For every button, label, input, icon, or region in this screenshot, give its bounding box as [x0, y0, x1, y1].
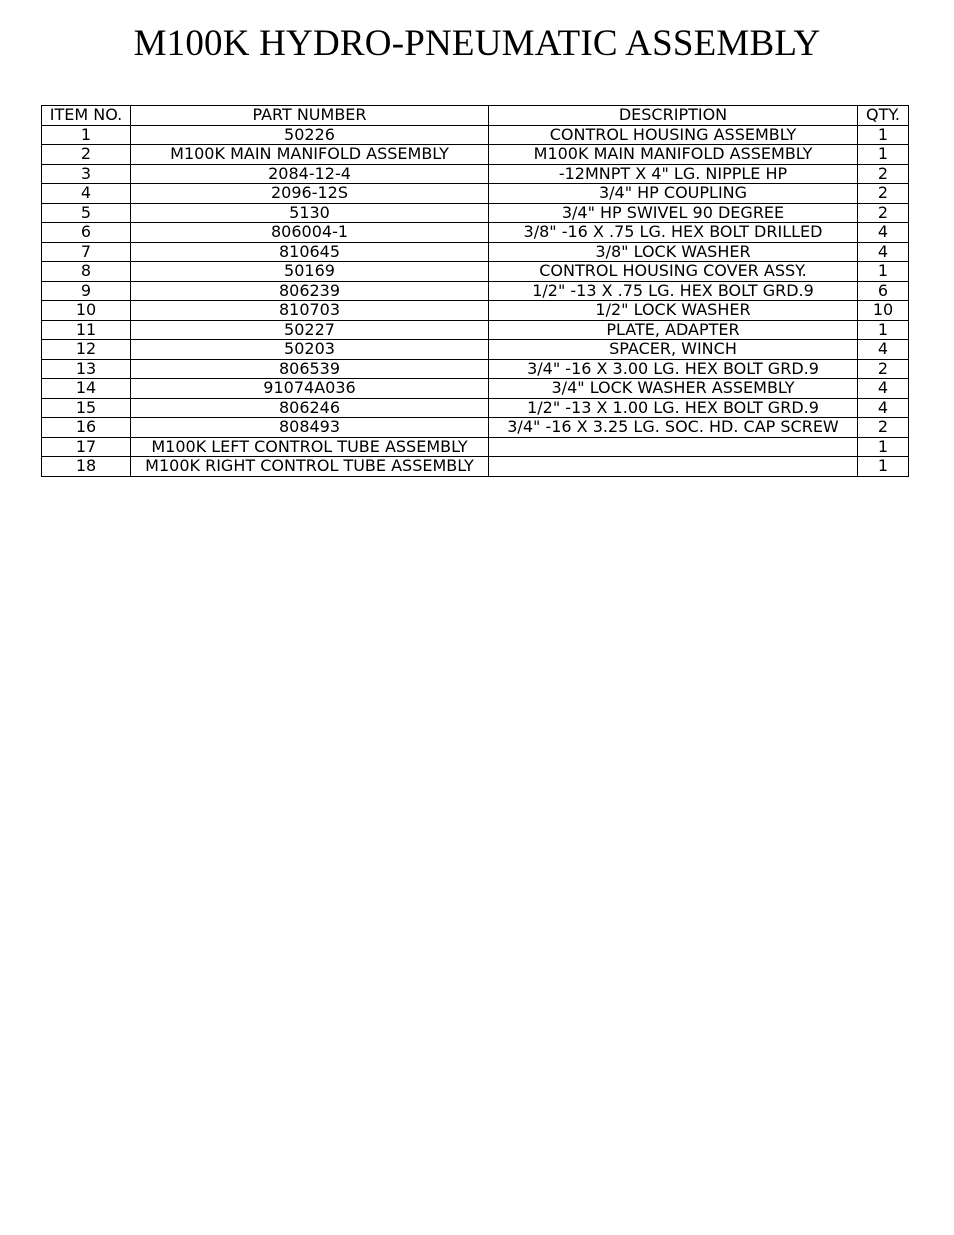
- cell-qty: 2: [858, 203, 909, 223]
- table-row: [42, 125, 909, 145]
- cell-part-number: 50169: [131, 262, 489, 282]
- table-row: [42, 398, 909, 418]
- cell-qty: 1: [858, 125, 909, 145]
- cell-item-no: 6: [42, 223, 131, 243]
- cell-item-no: 15: [42, 398, 131, 418]
- header-item-no: ITEM NO.: [42, 106, 131, 126]
- cell-qty: 1: [858, 320, 909, 340]
- cell-description: M100K MAIN MANIFOLD ASSEMBLY: [489, 145, 858, 165]
- header-qty: QTY.: [858, 106, 909, 126]
- table-row: [42, 301, 909, 321]
- cell-part-number: 50203: [131, 340, 489, 360]
- cell-description: 3/8" LOCK WASHER: [489, 242, 858, 262]
- cell-part-number: 810645: [131, 242, 489, 262]
- cell-qty: 1: [858, 145, 909, 165]
- cell-description: [489, 457, 858, 477]
- table-row: [42, 203, 909, 223]
- cell-item-no: 4: [42, 184, 131, 204]
- cell-qty: 2: [858, 184, 909, 204]
- cell-item-no: 9: [42, 281, 131, 301]
- table-row: [42, 457, 909, 477]
- table-row: [42, 379, 909, 399]
- bill-of-materials-table: [41, 105, 909, 477]
- table-row: [42, 418, 909, 438]
- cell-part-number: 806246: [131, 398, 489, 418]
- cell-item-no: 18: [42, 457, 131, 477]
- cell-part-number: 806239: [131, 281, 489, 301]
- cell-part-number: 2096-12S: [131, 184, 489, 204]
- cell-part-number: 806004-1: [131, 223, 489, 243]
- table-header-row: [42, 106, 909, 126]
- table-row: [42, 184, 909, 204]
- cell-qty: 1: [858, 457, 909, 477]
- cell-qty: 1: [858, 262, 909, 282]
- cell-description: 1/2" LOCK WASHER: [489, 301, 858, 321]
- cell-description: 3/8" -16 X .75 LG. HEX BOLT DRILLED: [489, 223, 858, 243]
- cell-qty: 2: [858, 418, 909, 438]
- cell-item-no: 11: [42, 320, 131, 340]
- cell-qty: 4: [858, 223, 909, 243]
- table-row: [42, 145, 909, 165]
- cell-qty: 4: [858, 398, 909, 418]
- cell-description: 3/4" LOCK WASHER ASSEMBLY: [489, 379, 858, 399]
- cell-description: SPACER, WINCH: [489, 340, 858, 360]
- cell-item-no: 5: [42, 203, 131, 223]
- cell-description: CONTROL HOUSING COVER ASSY.: [489, 262, 858, 282]
- cell-item-no: 12: [42, 340, 131, 360]
- cell-part-number: 2084-12-4: [131, 164, 489, 184]
- table-row: [42, 164, 909, 184]
- cell-part-number: 806539: [131, 359, 489, 379]
- cell-item-no: 8: [42, 262, 131, 282]
- cell-part-number: 91074A036: [131, 379, 489, 399]
- cell-item-no: 3: [42, 164, 131, 184]
- cell-description: 1/2" -13 X .75 LG. HEX BOLT GRD.9: [489, 281, 858, 301]
- cell-description: 1/2" -13 X 1.00 LG. HEX BOLT GRD.9: [489, 398, 858, 418]
- cell-qty: 6: [858, 281, 909, 301]
- page-title: M100K HYDRO-PNEUMATIC ASSEMBLY: [133, 23, 821, 64]
- cell-part-number: 810703: [131, 301, 489, 321]
- cell-qty: 4: [858, 379, 909, 399]
- cell-item-no: 7: [42, 242, 131, 262]
- table-row: [42, 223, 909, 243]
- table-row: [42, 281, 909, 301]
- cell-description: PLATE, ADAPTER: [489, 320, 858, 340]
- table-row: [42, 262, 909, 282]
- cell-qty: 2: [858, 359, 909, 379]
- cell-qty: 10: [858, 301, 909, 321]
- table-row: [42, 242, 909, 262]
- table-row: [42, 340, 909, 360]
- cell-item-no: 2: [42, 145, 131, 165]
- cell-description: 3/4" HP COUPLING: [489, 184, 858, 204]
- table-row: [42, 437, 909, 457]
- cell-description: 3/4" HP SWIVEL 90 DEGREE: [489, 203, 858, 223]
- cell-item-no: 10: [42, 301, 131, 321]
- cell-description: [489, 437, 858, 457]
- cell-item-no: 14: [42, 379, 131, 399]
- cell-part-number: 5130: [131, 203, 489, 223]
- cell-part-number: M100K LEFT CONTROL TUBE ASSEMBLY: [131, 437, 489, 457]
- cell-description: CONTROL HOUSING ASSEMBLY: [489, 125, 858, 145]
- cell-part-number: 808493: [131, 418, 489, 438]
- cell-item-no: 16: [42, 418, 131, 438]
- cell-part-number: 50226: [131, 125, 489, 145]
- cell-qty: 1: [858, 437, 909, 457]
- cell-item-no: 17: [42, 437, 131, 457]
- cell-description: 3/4" -16 X 3.00 LG. HEX BOLT GRD.9: [489, 359, 858, 379]
- cell-qty: 4: [858, 340, 909, 360]
- table-body: [42, 125, 909, 476]
- cell-item-no: 1: [42, 125, 131, 145]
- cell-part-number: M100K MAIN MANIFOLD ASSEMBLY: [131, 145, 489, 165]
- table-row: [42, 359, 909, 379]
- header-description: DESCRIPTION: [489, 106, 858, 126]
- cell-qty: 4: [858, 242, 909, 262]
- header-part-number: PART NUMBER: [131, 106, 489, 126]
- table-row: [42, 320, 909, 340]
- cell-part-number: 50227: [131, 320, 489, 340]
- cell-part-number: M100K RIGHT CONTROL TUBE ASSEMBLY: [131, 457, 489, 477]
- cell-description: 3/4" -16 X 3.25 LG. SOC. HD. CAP SCREW: [489, 418, 858, 438]
- cell-qty: 2: [858, 164, 909, 184]
- cell-item-no: 13: [42, 359, 131, 379]
- cell-description: -12MNPT X 4" LG. NIPPLE HP: [489, 164, 858, 184]
